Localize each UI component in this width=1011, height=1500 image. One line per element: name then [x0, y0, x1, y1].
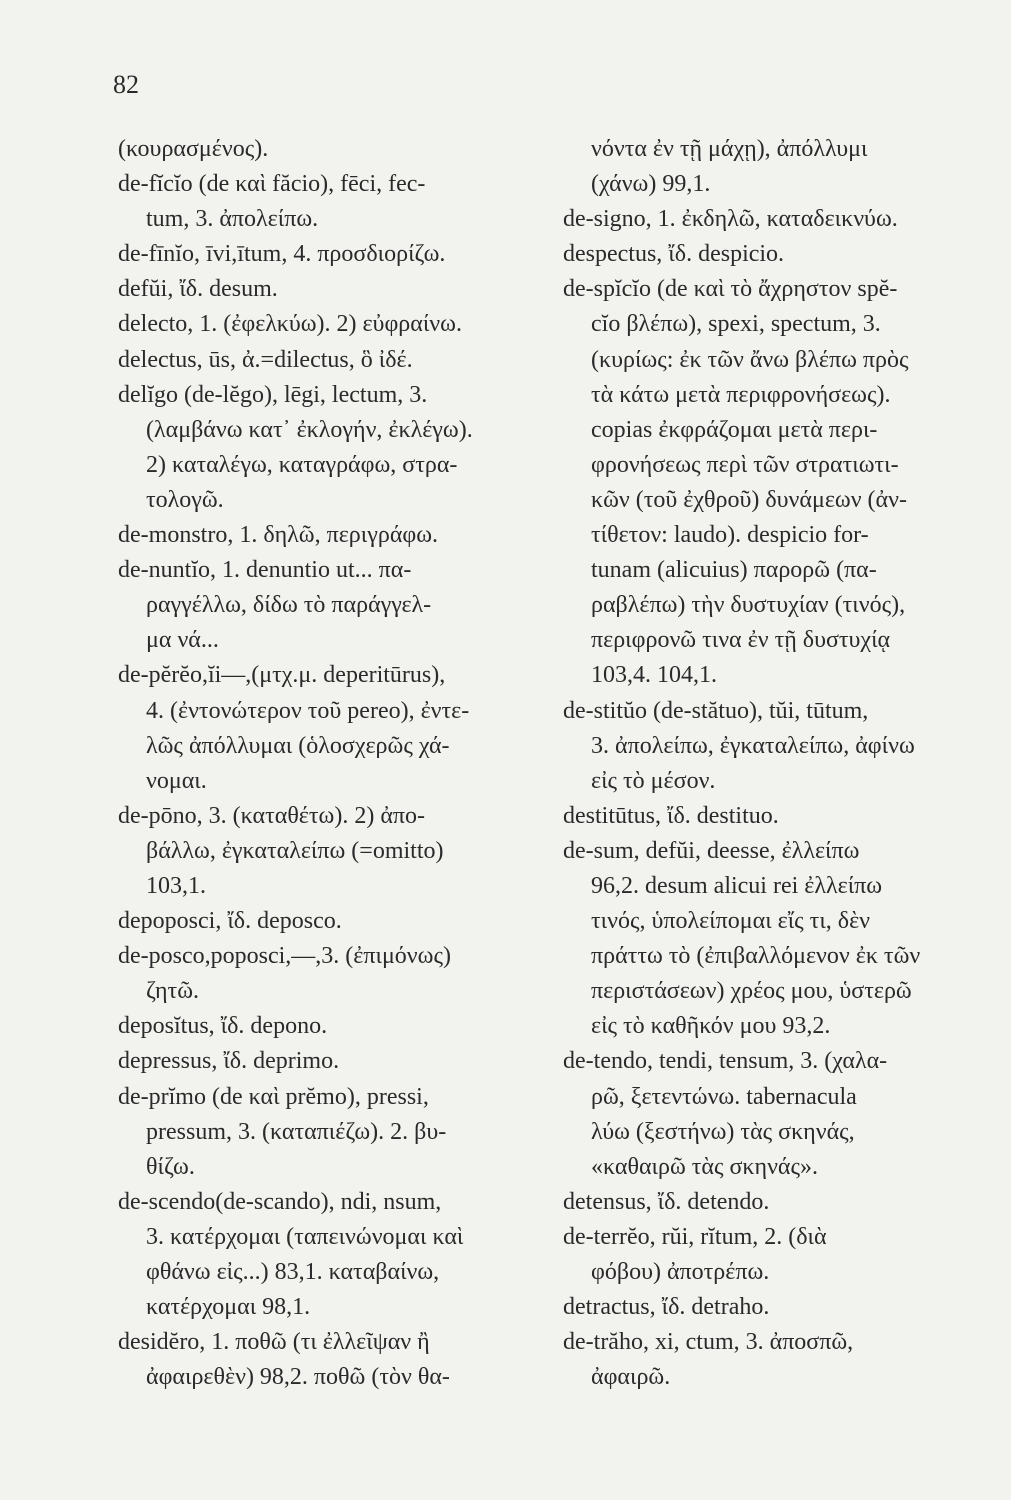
dictionary-line: «καθαιρῶ τὰς σκηνάς». — [591, 1153, 818, 1180]
dictionary-line: περιφρονῶ τινα ἐν τῇ δυστυχίᾳ — [591, 627, 891, 654]
dictionary-line: de-pĕrĕo,ĭi—,(μτχ.μ. deperitūrus), — [118, 662, 446, 689]
dictionary-line: ραβλέπω) τὴν δυστυχίαν (τινός), — [591, 592, 906, 619]
dictionary-line: (χάνω) 99,1. — [591, 171, 711, 198]
dictionary-line: de-scendo(de-scando), ndi, nsum, — [118, 1188, 442, 1215]
dictionary-line: detensus, ἴδ. detendo. — [563, 1188, 770, 1215]
dictionary-line: περιστάσεων) χρέος μου, ὑστερῶ — [591, 978, 912, 1005]
dictionary-line: destitūtus, ἴδ. destituo. — [563, 802, 779, 829]
dictionary-line: deposĭtus, ἴδ. depono. — [118, 1013, 328, 1040]
dictionary-line: defŭi, ἴδ. desum. — [118, 276, 278, 303]
dictionary-line: de-fĭcĭo (de καὶ făcio), fēci, fec- — [118, 171, 426, 198]
dictionary-line: de-posco,poposci,—,3. (ἐπιμόνως) — [118, 943, 451, 970]
dictionary-line: 103,1. — [146, 872, 206, 899]
dictionary-line: λῶς ἀπόλλυμαι (ὁλοσχερῶς χά- — [146, 732, 450, 759]
dictionary-line: φόβου) ἀποτρέπω. — [591, 1259, 770, 1285]
dictionary-line: de-nuntĭo, 1. denuntio ut... πα- — [118, 557, 412, 584]
dictionary-line: 2) καταλέγω, καταγράφω, στρα- — [146, 451, 458, 478]
dictionary-line: depoposci, ἴδ. deposco. — [118, 908, 342, 935]
dictionary-line: 3. ἀπολείπω, ἐγκαταλείπω, ἀφίνω — [591, 732, 915, 759]
dictionary-line: delectus, ūs, ἀ.=dilectus, ὃ ἰδέ. — [118, 346, 413, 373]
dictionary-line: de-pōno, 3. (καταθέτω). 2) ἀπο- — [118, 802, 425, 829]
dictionary-line: μα νά... — [146, 627, 219, 654]
dictionary-line: φρονήσεως περὶ τῶν στρατιωτι- — [591, 451, 899, 478]
dictionary-line: νόντα ἐν τῇ μάχῃ), ἀπόλλυμι — [591, 136, 868, 162]
dictionary-line: de-prĭmo (de καὶ prĕmo), pressi, — [118, 1083, 429, 1110]
dictionary-line: λύω (ξεστήνω) τὰς σκηνάς, — [591, 1118, 855, 1145]
dictionary-line: de-tendo, tendi, tensum, 3. (χαλα- — [563, 1048, 888, 1075]
dictionary-line: de-sum, defŭi, deesse, ἐλλείπω — [563, 837, 860, 864]
dictionary-line: de-spĭcĭo (de καὶ τὸ ἄχρηστον spĕ- — [563, 276, 898, 303]
dictionary-line: de-trăho, xi, ctum, 3. ἀποσπῶ, — [563, 1329, 854, 1356]
dictionary-line: ἀφαιρεθὲν) 98,2. ποθῶ (τὸν θα- — [146, 1364, 450, 1391]
dictionary-line: 3. κατέρχομαι (ταπεινώνομαι καὶ — [146, 1223, 464, 1250]
dictionary-line: τίθετον: laudo). despicio for- — [591, 522, 869, 549]
dictionary-line: (κουρασμένος). — [118, 136, 269, 162]
dictionary-line: (λαμβάνω κατ᾽ ἐκλογήν, ἐκλέγω). — [146, 416, 473, 443]
dictionary-line: cĭo βλέπω), spexi, spectum, 3. — [591, 311, 881, 338]
dictionary-line: detractus, ἴδ. detraho. — [563, 1294, 770, 1321]
dictionary-line: 103,4. 104,1. — [591, 662, 717, 689]
dictionary-line: delĭgo (de-lĕgo), lēgi, lectum, 3. — [118, 381, 428, 408]
dictionary-line: de-fīnĭo, īvi,ītum, 4. προσδιορίζω. — [118, 241, 446, 268]
dictionary-line: despectus, ἴδ. despicio. — [563, 241, 785, 268]
dictionary-line: de-stitŭo (de-stătuo), tŭi, tūtum, — [563, 697, 869, 724]
right-column — [563, 132, 988, 1395]
dictionary-line: τὰ κάτω μετὰ περιφρονήσεως). — [591, 381, 891, 408]
dictionary-line: desidĕro, 1. ποθῶ (τι ἐλλεῖψαν ἢ — [118, 1329, 430, 1356]
dictionary-line: τολογῶ. — [146, 486, 224, 513]
dictionary-line: tum, 3. ἀπολείπω. — [146, 206, 319, 233]
dictionary-line: τινός, ὑπολείπομαι εἴς τι, δὲν — [591, 908, 871, 935]
dictionary-line: κατέρχομαι 98,1. — [146, 1294, 311, 1321]
dictionary-line: delecto, 1. (ἐφελκύω). 2) εὐφραίνω. — [118, 311, 462, 338]
dictionary-line: 4. (ἐντονώτερον τοῦ pereo), ἐντε- — [146, 697, 470, 724]
dictionary-line: pressum, 3. (καταπιέζω). 2. βυ- — [146, 1118, 447, 1145]
dictionary-line: de-signo, 1. ἐκδηλῶ, καταδεικνύω. — [563, 206, 898, 233]
dictionary-line: de-monstro, 1. δηλῶ, περιγράφω. — [118, 522, 439, 549]
page-number: 82 — [113, 70, 139, 99]
dictionary-line: ζητῶ. — [146, 978, 199, 1005]
dictionary-line: θίζω. — [146, 1153, 195, 1180]
dictionary-line: νομαι. — [146, 767, 207, 794]
dictionary-line: copias ἐκφράζομαι μετὰ περι- — [591, 416, 878, 443]
dictionary-line: φθάνω εἰς...) 83,1. καταβαίνω, — [146, 1259, 440, 1285]
dictionary-line: ρῶ, ξετεντώνω. tabernacula — [591, 1083, 857, 1110]
dictionary-line: ἀφαιρῶ. — [591, 1364, 671, 1391]
dictionary-line: 96,2. desum alicui rei ἐλλείπω — [591, 872, 883, 899]
dictionary-line: depressus, ἴδ. deprimo. — [118, 1048, 340, 1075]
dictionary-line: εἰς τὸ μέσον. — [591, 767, 716, 794]
dictionary-line: κῶν (τοῦ ἐχθροῦ) δυνάμεων (ἀν- — [591, 486, 907, 513]
dictionary-line: πράττω τὸ (ἐπιβαλλόμενον ἐκ τῶν — [591, 943, 921, 970]
dictionary-line: εἰς τὸ καθῆκόν μου 93,2. — [591, 1013, 831, 1040]
dictionary-line: tunam (alicuius) παρορῶ (πα- — [591, 557, 877, 584]
dictionary-line: de-terrĕo, rŭi, rĭtum, 2. (διὰ — [563, 1223, 827, 1250]
dictionary-line: (κυρίως: ἐκ τῶν ἄνω βλέπω πρὸς — [591, 346, 909, 373]
dictionary-line: βάλλω, ἐγκαταλείπω (=omitto) — [146, 837, 444, 864]
dictionary-line: ραγγέλλω, δίδω τὸ παράγγελ- — [146, 592, 432, 619]
left-column — [118, 132, 544, 1395]
